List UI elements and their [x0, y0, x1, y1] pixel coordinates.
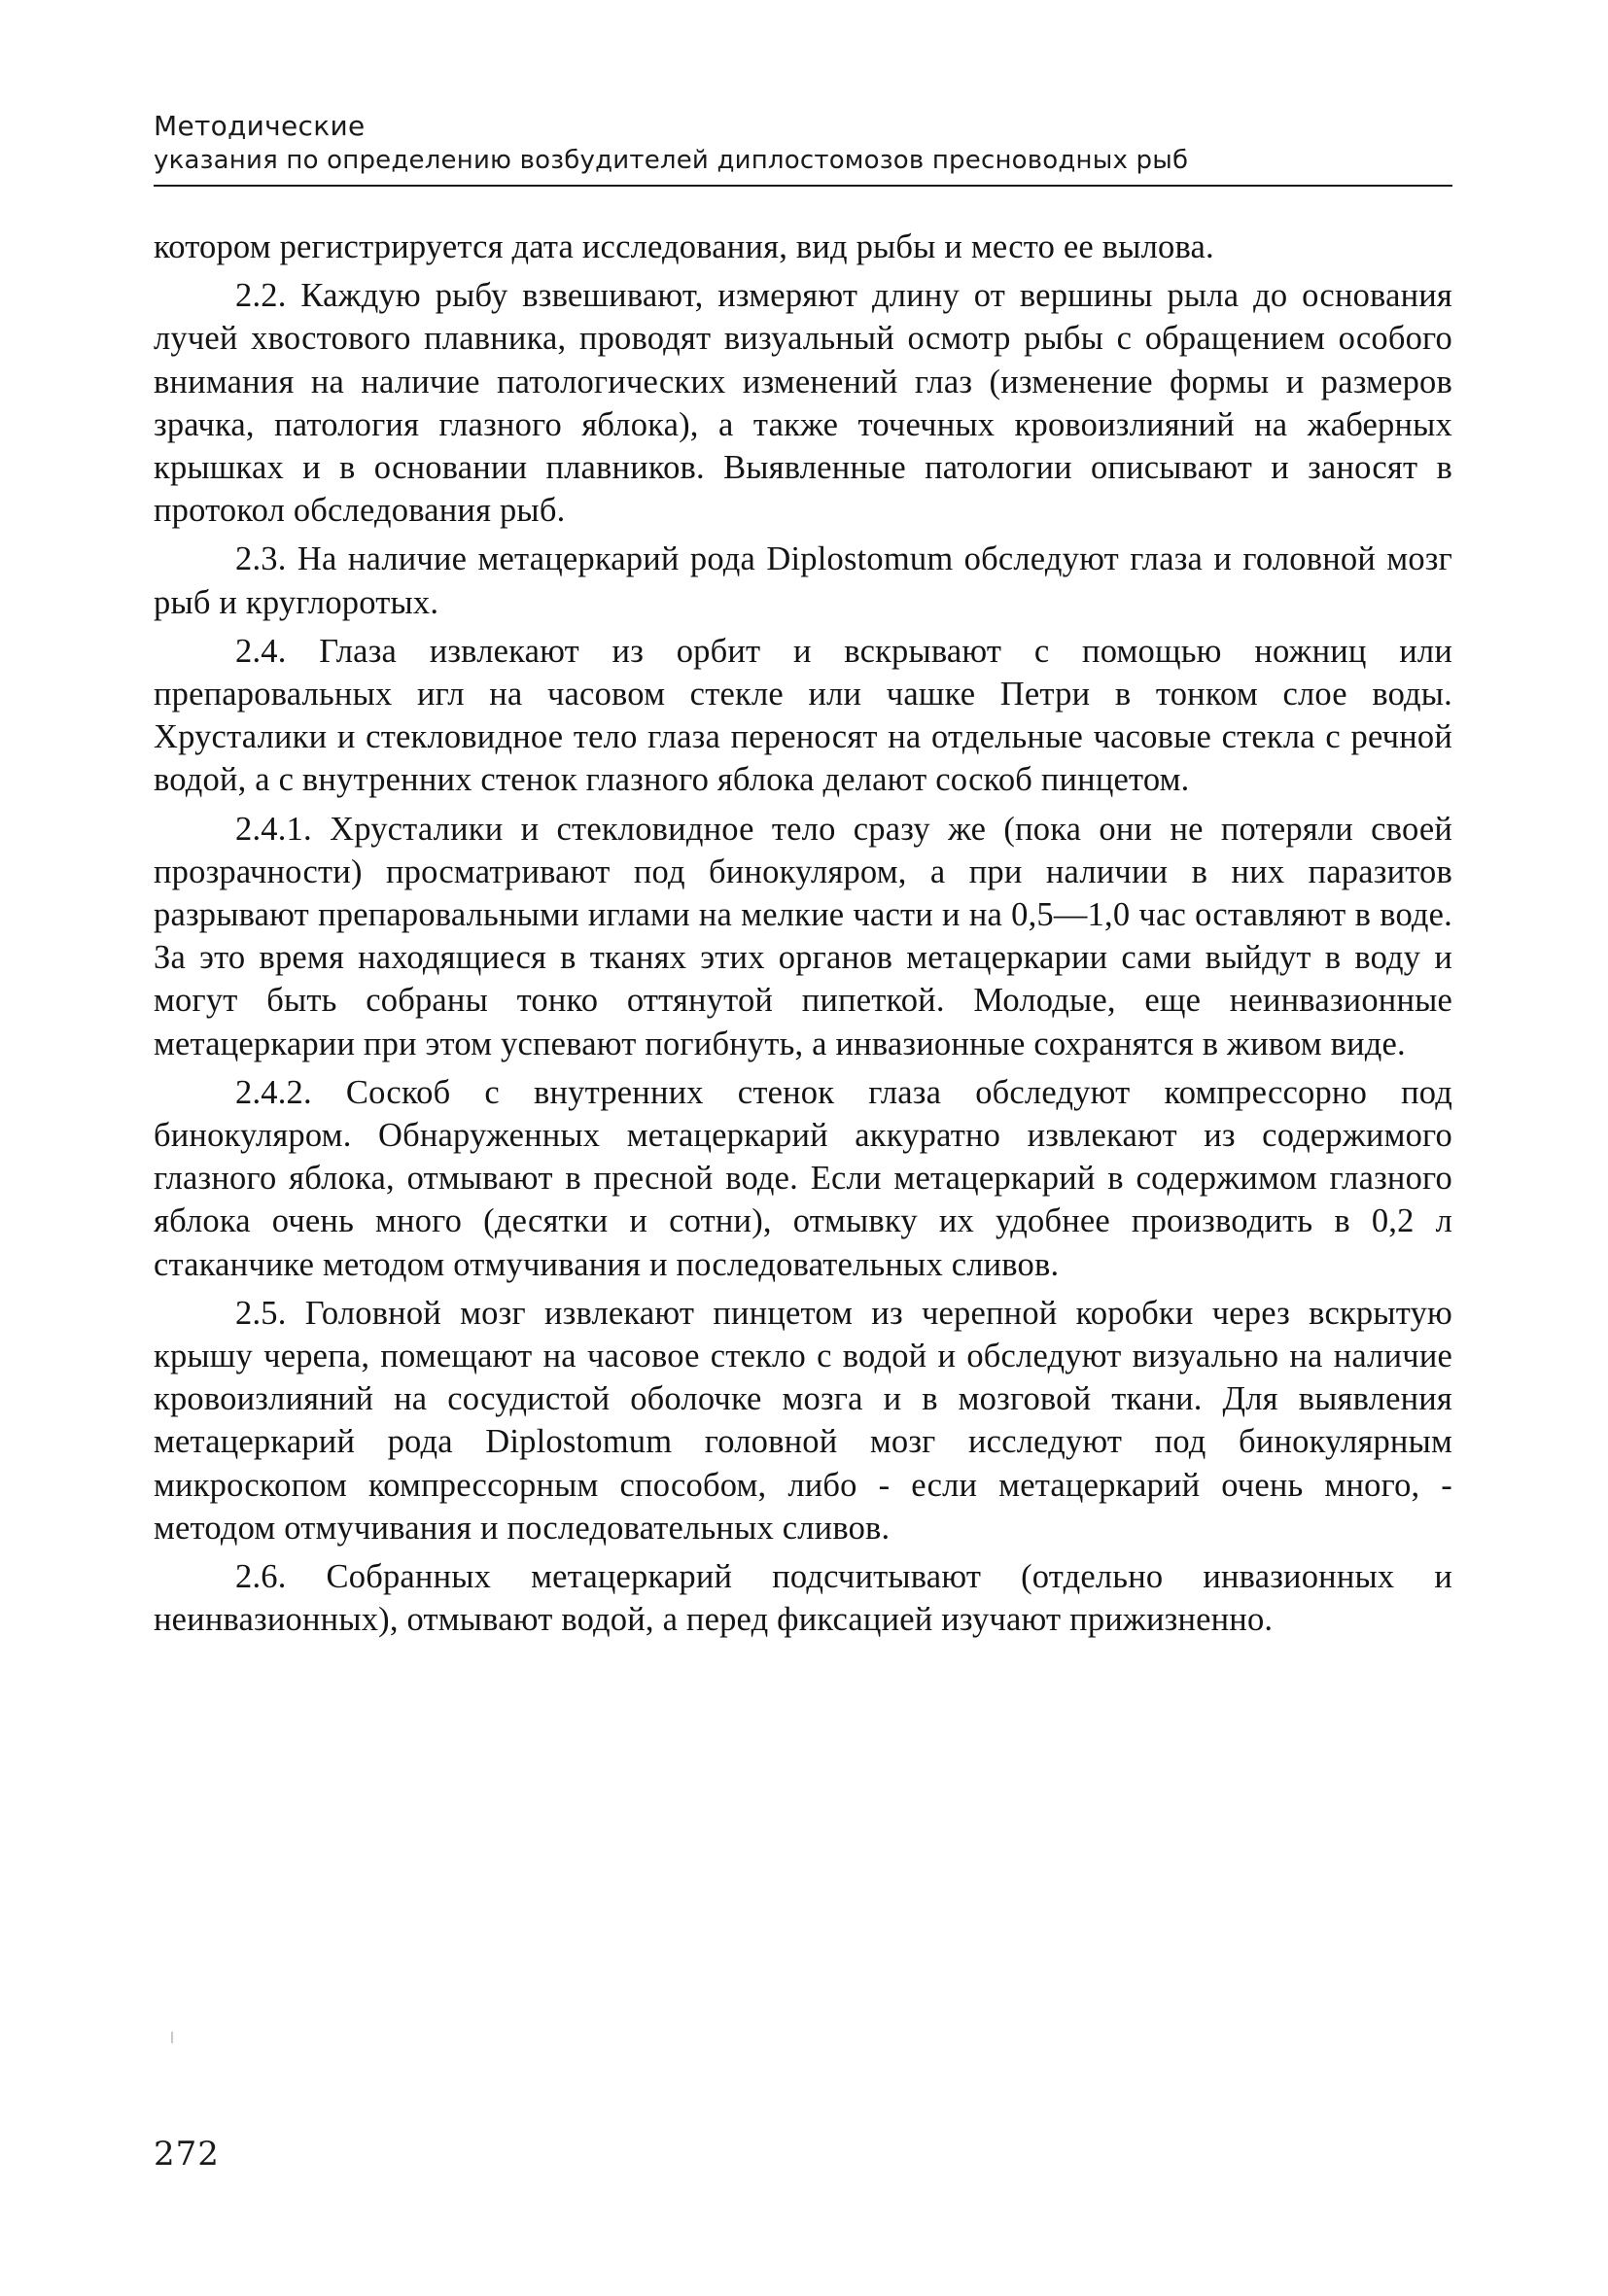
scan-mark: [171, 2032, 173, 2043]
page-number: 272: [154, 2135, 220, 2174]
paragraph-2-5: 2.5. Головной мозг извлекают пинцетом из черепной коробки через вскрытую крышу черепа, помещают на часовое стекло с водой и обследуют визуально на наличие кровоизлияний на сосудистой оболочке мозга и в мозговой ткани. Для выявления метацеркарий рода Diplostomum головной мозг исследуют под бинокулярным микроскопом компрессорным способом, либо - если метацеркарий очень много, - методом отмучивания и последовательных сливов.: [154, 1294, 1452, 1547]
running-header: [154, 109, 1452, 177]
paragraph-2-4: 2.4. Глаза извлекают из орбит и вскрывают с помощью ножниц или препаровальных игл на часовом стекле или чашке Петри в тонком слое воды. Хрусталики и стекловидное тело глаза переносят на отдельные часовые стекла с речной водой, а с внутренних стенок глазного яблока делают соскоб пинцетом.: [154, 632, 1452, 799]
header-divider: [154, 185, 1452, 187]
paragraph-continuation: котором регистрируется дата исследования, вид рыбы и место ее вылова.: [154, 228, 1214, 265]
paragraph-2-4-1: 2.4.1. Хрусталики и стекловидное тело сразу же (пока они не потеряли своей прозрачности) просматривают под бинокуляром, а при наличии в них паразитов разрывают препаровальными иглами на мелкие части и на 0,5—1,0 час оставляют в воде. За это время находящиеся в тканях этих органов метацеркарии сами выйдут в воду и могут быть собраны тонко оттянутой пипеткой. Молодые, еще неинвазионные метацеркарии при этом успевают погибнуть, а инвазионные сохранятся в живом виде.: [154, 810, 1452, 1062]
paragraph-2-3: 2.3. На наличие метацеркарий рода Diplostomum обследуют глаза и головной мозг рыб и круглоротых.: [154, 540, 1452, 621]
paragraph-2-2: 2.2. Каждую рыбу взвешивают, измеряют длину от вершины рыла до основания лучей хвостового плавника, проводят визуальный осмотр рыбы с обращением особого внимания на наличие патологических изменений глаз (изменение формы и размеров зрачка, патология глазного яблока), а также точечных кровоизлияний на жаберных крышках и в основании плавников. Выявленные патологии описывают и заносят в протокол обследования рыб.: [154, 277, 1452, 530]
page-body: [154, 226, 1452, 1648]
paragraph-2-6: 2.6. Собранных метацеркарий подсчитывают (отдельно инвазионных и неинвазионных), отмывают водой, а перед фиксацией изучают прижизненно.: [154, 1558, 1452, 1639]
header-title: Методические: [154, 110, 366, 142]
header-subtitle: указания по определению возбудителей диплостомозов пресноводных рыб: [154, 146, 1189, 175]
paragraph-2-4-2: 2.4.2. Соскоб с внутренних стенок глаза обследуют компрессорно под бинокуляром. Обнаруженных метацеркарий аккуратно извлекают из содержимого глазного яблока, отмывают в пресной воде. Если метацеркарий в содержимом глазного яблока очень много (десятки и сотни), отмывку их удобнее производить в 0,2 л стаканчике методом отмучивания и последовательных сливов.: [154, 1073, 1452, 1283]
